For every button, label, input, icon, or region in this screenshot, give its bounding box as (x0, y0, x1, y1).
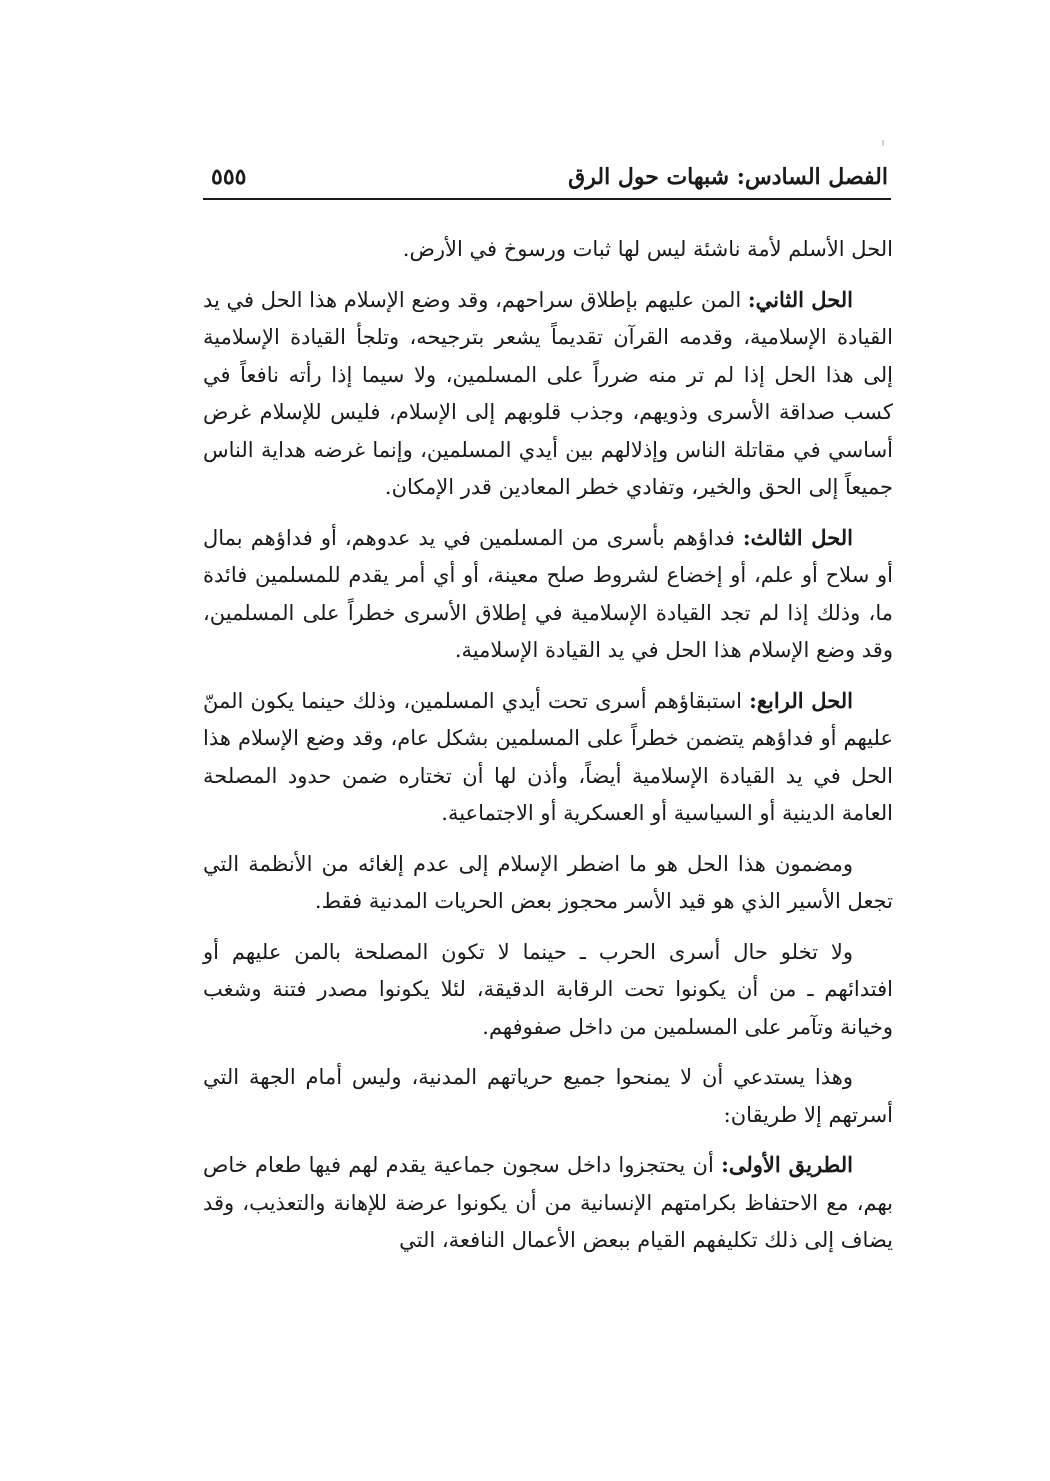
paragraph-prisoners-state (203, 933, 893, 1047)
paragraph-text: ومضمون هذا الحل هو ما اضطر الإسلام إلى عدم إلغائه من الأنظمة التي تجعل الأسير الذي هو قيد الأسر محجوز بعض الحريات المدنية فقط. (203, 851, 893, 913)
paragraph-text: ولا تخلو حال أسرى الحرب ـ حينما لا تكون المصلحة بالمن عليهم أو افتدائهم ـ من أن يكونوا تحت الرقابة الدقيقة، لئلا يكونوا مصدر فتنة وشغب وخيانة وتآمر على المسلمين من داخل صفوفهم. (203, 939, 893, 1039)
paragraph-lead: الحل الثاني: (747, 286, 853, 312)
page-body (203, 230, 893, 1272)
running-title: الفصل السادس: شبهات حول الرق (568, 164, 888, 190)
paragraph-text: فداؤهم بأسرى من المسلمين في يد عدوهم، أو فداؤهم بمال أو سلاح أو علم، أو إخضاع لشروط صلح معينة، أو أي أمر يقدم للمسلمين فائدة ما، وذلك إذا لم تجد القيادة الإسلامية في إطلاق الأسرى خطراً على المسلمين، وقد وضع الإسلام هذا الحل في يد القيادة الإسلامية. (203, 525, 893, 662)
page-number: ٥٥٥ (211, 164, 247, 190)
paragraph-text: استبقاؤهم أسرى تحت أيدي المسلمين، وذلك حينما يكون المنّ عليهم أو فداؤهم يتضمن خطراً على المسلمين بشكل عام، وقد وضع الإسلام هذا الحل في يد القيادة الإسلامية أيضاً، وأذن لها أن تختاره ضمن حدود المصلحة العامة الدينية أو السياسية أو العسكرية أو الاجتماعية. (203, 688, 893, 825)
paragraph-intro (203, 230, 893, 269)
paragraph-text: المن عليهم بإطلاق سراحهم، وقد وضع الإسلام هذا الحل في يد القيادة الإسلامية، وقدمه القرآن تقديماً يشعر بترجيحه، وتلجأ القيادة الإسلامية إلى هذا الحل إذا لم تر منه ضرراً على المسلمين، ولا سيما إذا رأته نافعاً في كسب صداقة الأسرى وذويهم، وجذب قلوبهم إلى الإسلام، فليس للإسلام غرض أساسي في مقاتلة الناس وإذلالهم بين أيدي المسلمين، وإنما غرضه هداية الناس جميعاً إلى الحق والخير، وتفادي خطر المعادين قدر الإمكان. (203, 287, 893, 499)
paragraph-text: أن يحتجزوا داخل سجون جماعية يقدم لهم فيها طعام خاص بهم، مع الاحتفاظ بكرامتهم الإنسانية من أن يكونوا عرضة للإهانة والتعذيب، وقد يضاف إلى ذلك تكليفهم القيام ببعض الأعمال النافعة، التي (203, 1153, 893, 1252)
paragraph-text: وهذا يستدعي أن لا يمنحوا جميع حرياتهم المدنية، وليس أمام الجهة التي أسرتهم إلا طريقان: (203, 1065, 893, 1127)
paragraph-lead: الحل الرابع: (749, 687, 853, 713)
paragraph-first-way (203, 1146, 893, 1260)
header-rule (203, 198, 891, 200)
paragraph-two-ways (203, 1058, 893, 1134)
scan-mark (882, 140, 884, 146)
paragraph-fourth-solution (203, 682, 893, 833)
page-header (203, 158, 888, 198)
paragraph-third-solution (203, 519, 893, 670)
paragraph-content (203, 845, 893, 921)
paragraph-second-solution (203, 281, 893, 507)
paragraph-lead: الحل الثالث: (742, 524, 853, 550)
paragraph-text: الحل الأسلم لأمة ناشئة ليس لها ثبات ورسوخ في الأرض. (402, 237, 893, 261)
paragraph-lead: الطريق الأولى: (721, 1152, 853, 1177)
